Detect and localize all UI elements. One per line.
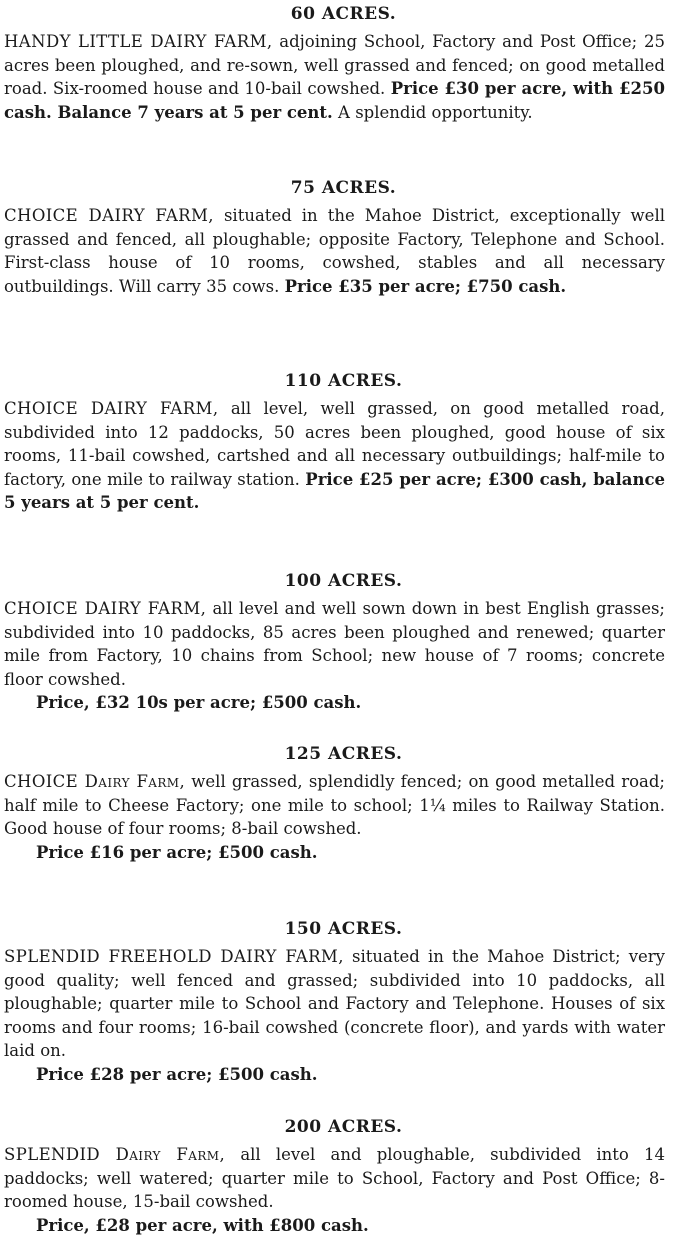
listing-description — [0, 597, 687, 715]
listing-heading: 60 ACRES. — [290, 4, 397, 24]
listing-heading: 110 ACRES. — [284, 371, 403, 391]
listing-description — [0, 945, 687, 1086]
listing-lead: CHOICE Dairy Farm, — [4, 772, 186, 791]
listing-150-acres — [0, 919, 687, 1086]
listing-text: all level and well sown down in best English grasses; subdivided into 10 paddocks, 85 acres been ploughed and renewed; quarter mile from Factory, 10 chains from School; new house of 7 rooms; concrete floor cowshed. — [4, 599, 665, 689]
listing-heading: 100 ACRES. — [284, 571, 403, 591]
listing-price: Price £25 per acre; £300 cash, balance 5 years at 5 per cent. — [4, 469, 665, 512]
listing-110-acres — [0, 371, 687, 515]
listing-price: Price £35 per acre; £750 cash. — [284, 276, 567, 296]
listing-heading: 150 ACRES. — [284, 919, 403, 939]
listing-75-acres — [0, 178, 687, 298]
listing-tail: A splendid opportunity. — [338, 102, 533, 122]
listing-price: Price £30 per acre, with £250 cash. Balance 7 years at 5 per cent. — [4, 79, 665, 122]
listing-text: all level, well grassed, on good metalled road, subdivided into 12 paddocks, 50 acres been ploughed, good house of six rooms, 11-bail cowshed, cartshed and all necessary outbuildings; half-mile to factory, one mile to railway station. — [4, 399, 665, 489]
listing-price: Price, £28 per acre, with £800 cash. — [36, 1215, 369, 1235]
listing-price: Price £16 per acre; £500 cash. — [36, 842, 318, 862]
listing-60-acres — [0, 4, 687, 124]
listing-description — [0, 204, 687, 298]
listing-lead: HANDY LITTLE DAIRY FARM, — [4, 32, 273, 51]
listing-text: all level and ploughable, subdivided into 14 paddocks; well watered; quarter mile to School, Factory and Post Office; 8-roomed house, 15-bail cowshed. — [4, 1145, 666, 1211]
listing-description — [0, 30, 687, 124]
listing-text: situated in the Mahoe District, exceptionally well grassed and fenced, all ploughable; opposite Factory, Telephone and School. First-class house of 10 rooms, cowshed, stables and all necessary outbuildings. Will carry 35 cows. — [4, 206, 665, 296]
listing-description — [0, 397, 687, 515]
listing-lead: CHOICE DAIRY FARM, — [4, 399, 219, 418]
listing-price: Price £28 per acre; £500 cash. — [36, 1064, 318, 1084]
listing-price: Price, £32 10s per acre; £500 cash. — [36, 693, 362, 712]
listing-text: adjoining School, Factory and Post Office; 25 acres been ploughed, and re-sown, well grassed and fenced; on good metalled road. Six-roomed house and 10-bail cowshed. — [4, 32, 665, 98]
listing-lead: CHOICE DAIRY FARM, — [4, 599, 207, 618]
listing-100-acres — [0, 571, 687, 715]
listing-text: situated in the Mahoe District; very good quality; well fenced and grassed; subdivided into 10 paddocks, all ploughable; quarter mile to School and Factory and Telephone. Houses of six rooms and four rooms; 16-bail cowshed (concrete floor), and yards with water laid on. — [4, 947, 666, 1060]
listing-description — [0, 770, 687, 864]
listing-heading: 200 ACRES. — [284, 1117, 403, 1137]
listing-lead: CHOICE DAIRY FARM, — [4, 206, 214, 225]
listing-lead: SPLENDID FREEHOLD DAIRY FARM, — [4, 947, 344, 966]
listing-200-acres — [0, 1117, 687, 1237]
listing-text: well grassed, splendidly fenced; on good metalled road; half mile to Cheese Factory; one mile to school; 1¼ miles to Railway Station. Good house of four rooms; 8-bail cowshed. — [4, 772, 665, 838]
listing-125-acres — [0, 744, 687, 864]
listing-heading: 125 ACRES. — [284, 744, 403, 764]
listing-description — [0, 1143, 687, 1237]
listing-heading: 75 ACRES. — [290, 178, 397, 198]
listing-lead: SPLENDID Dairy Farm, — [4, 1145, 226, 1164]
